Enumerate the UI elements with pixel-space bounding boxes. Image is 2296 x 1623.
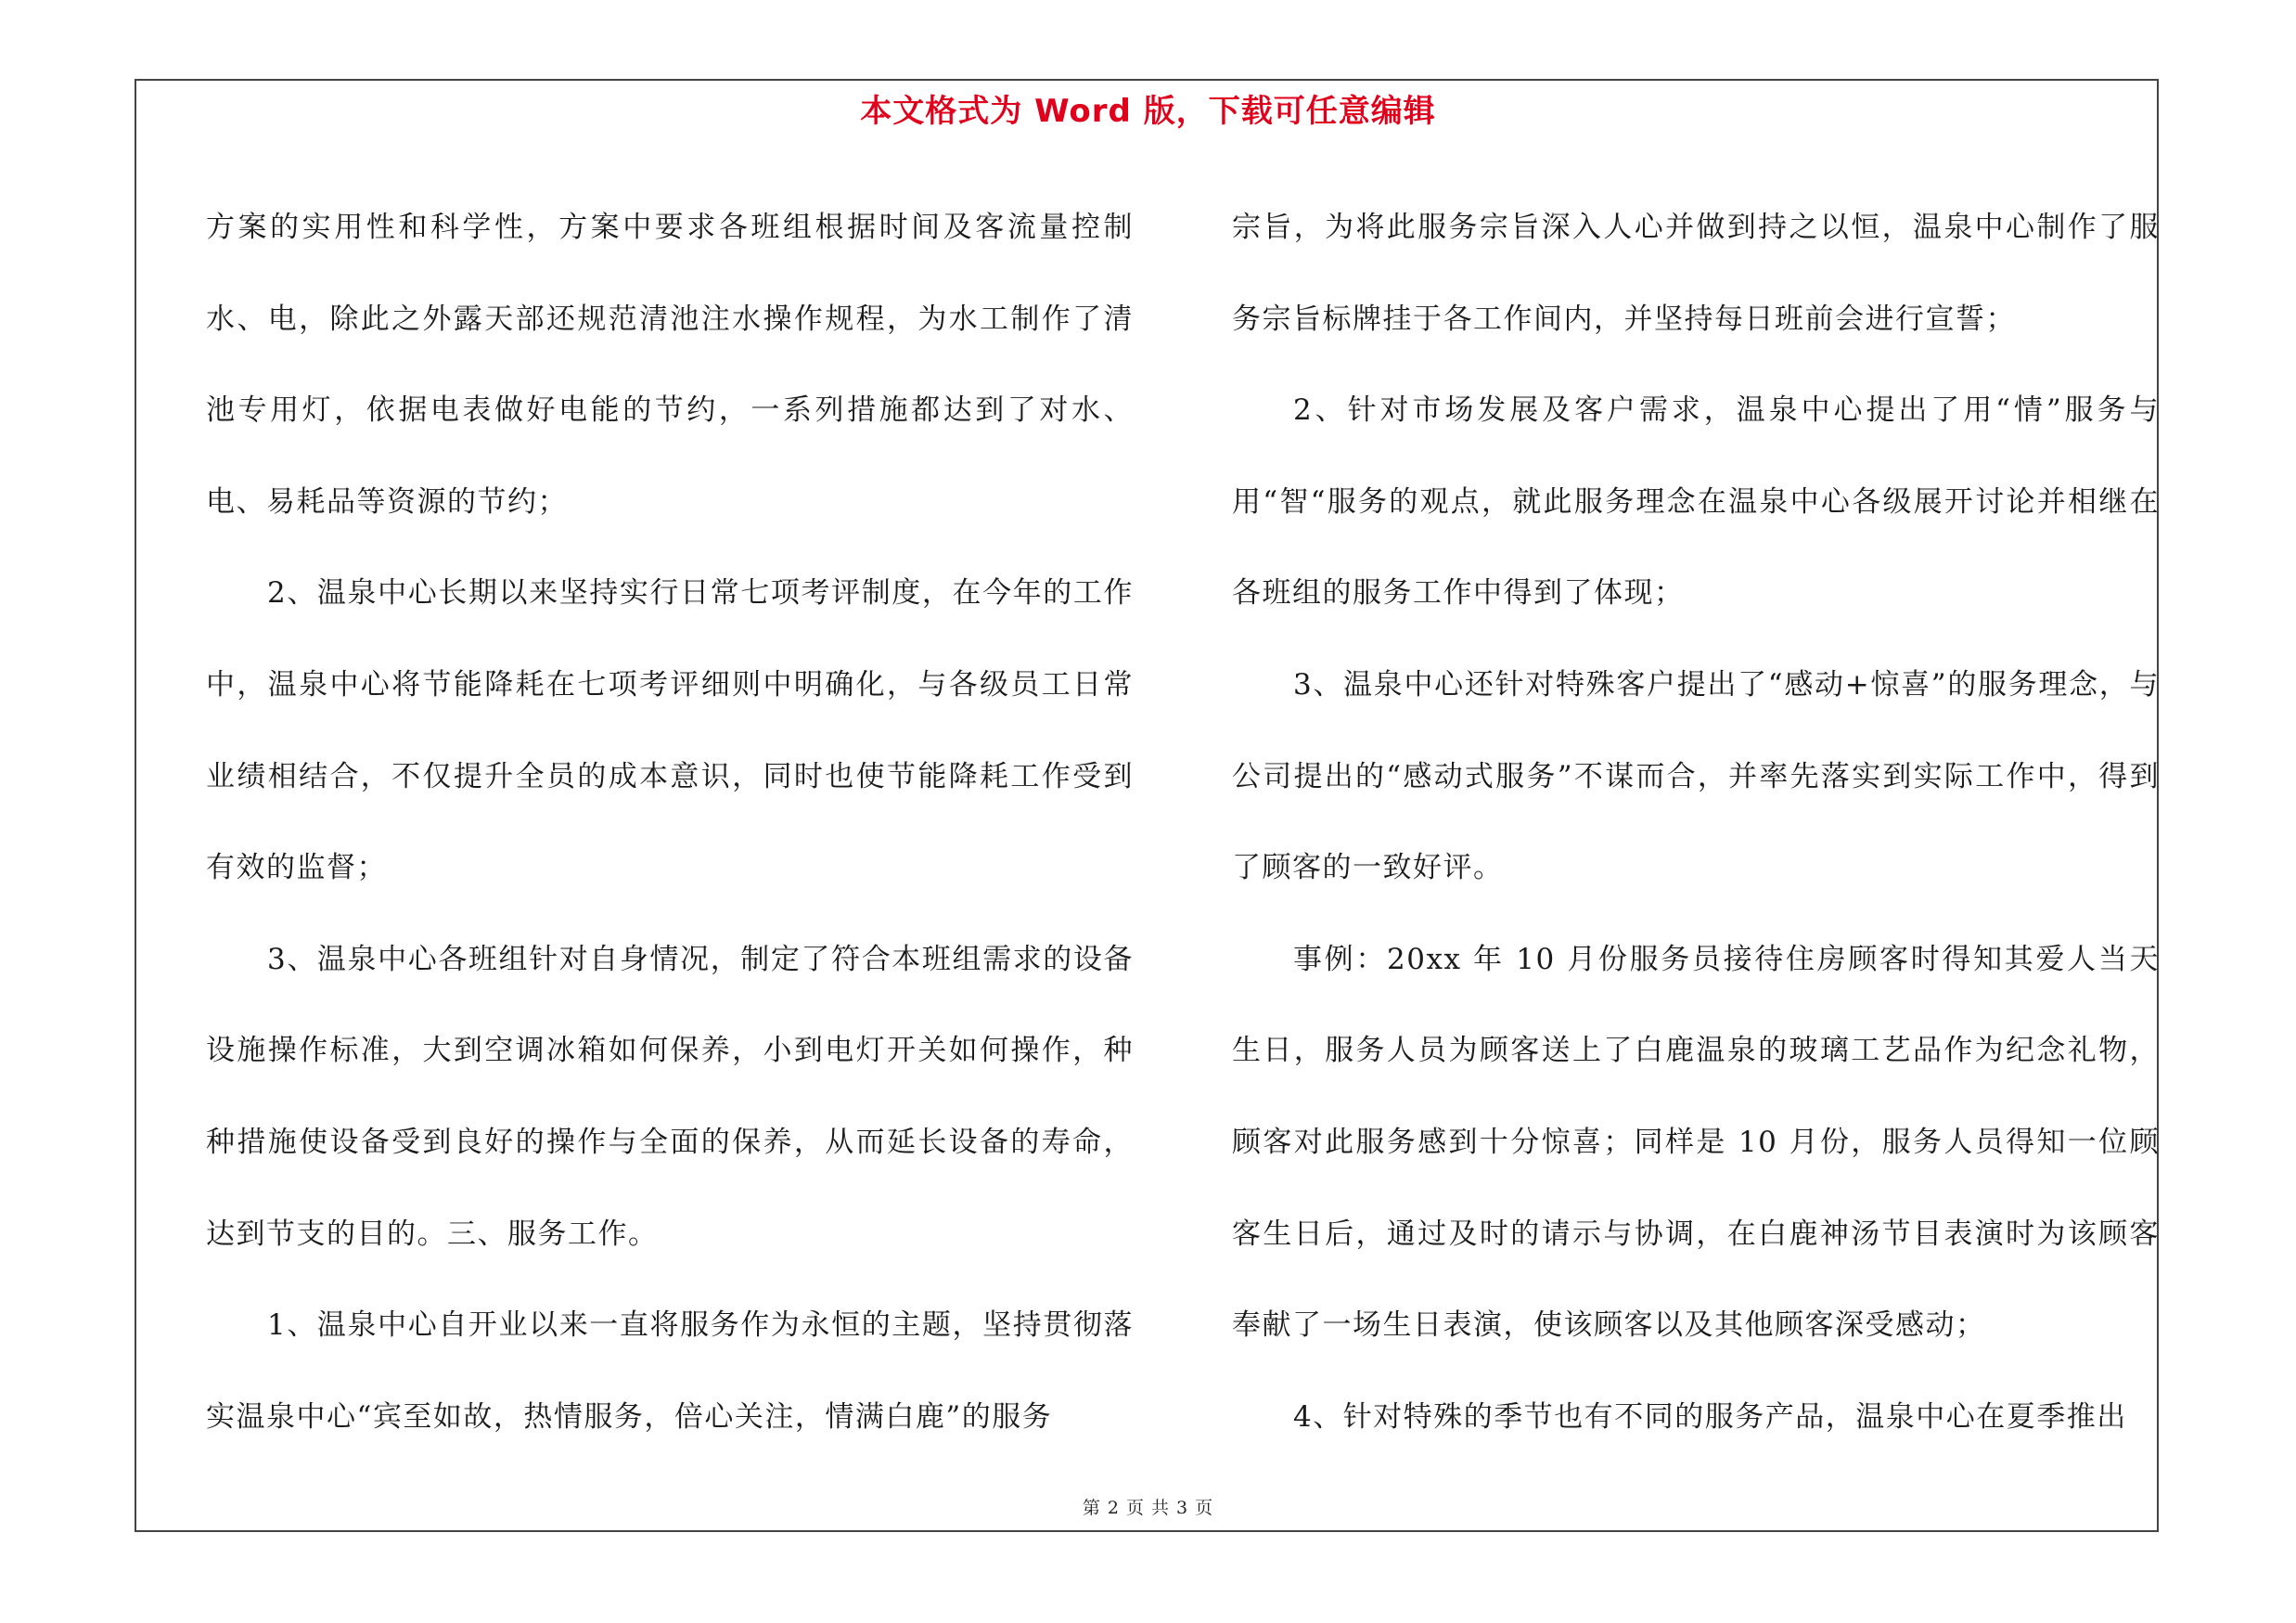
paragraph: 1、温泉中心自开业以来一直将服务作为永恒的主题，坚持贯彻落实温泉中心“宾至如故，热情服务，倍心关注，情满白鹿”的服务 (206, 1308, 1134, 1434)
page-number-footer: 第 2 页 共 3 页 (1082, 1498, 1214, 1518)
paragraph: 方案的实用性和科学性，方案中要求各班组根据时间及客流量控制水、电，除此之外露天部还规范清池注水操作规程，为水工制作了清池专用灯，依据电表做好电能的节约，一系列措施都达到了对水、电、易耗品等资源的节约； (206, 211, 1134, 519)
paragraph: 2、针对市场发展及客户需求，温泉中心提出了用“情”服务与用“智“服务的观点，就此服务理念在温泉中心各级展开讨论并相继在各班组的服务工作中得到了体现； (1232, 393, 2160, 611)
paragraph: 3、温泉中心还针对特殊客户提出了“感动+惊喜”的服务理念，与公司提出的“感动式服务”不谋而合，并率先落实到实际工作中，得到了顾客的一致好评。 (1232, 667, 2160, 885)
format-notice-banner: 本文格式为 Word 版，下载可任意编辑 (860, 93, 1436, 130)
right-text-column (1232, 182, 2160, 1462)
paragraph: 宗旨，为将此服务宗旨深入人心并做到持之以恒，温泉中心制作了服务宗旨标牌挂于各工作间内，并坚持每日班前会进行宣誓； (1232, 211, 2160, 336)
left-text-column (206, 182, 1134, 1462)
paragraph: 4、针对特殊的季节也有不同的服务产品，温泉中心在夏季推出 (1293, 1399, 2127, 1434)
paragraph: 3、温泉中心各班组针对自身情况，制定了符合本班组需求的设备设施操作标准，大到空调冰箱如何保养，小到电灯开关如何操作，种种措施使设备受到良好的操作与全面的保养，从而延长设备的寿命，达到节支的目的。三、服务工作。 (206, 942, 1134, 1251)
paragraph: 事例：20xx 年 10 月份服务员接待住房顾客时得知其爱人当天生日，服务人员为顾客送上了白鹿温泉的玻璃工艺品作为纪念礼物，顾客对此服务感到十分惊喜；同样是 10 月份，服务人员得知一位顾客生日后，通过及时的请示与协调，在白鹿神汤节目表演时为该顾客奉献了一场生日表演，使该顾客以及其他顾客深受感动； (1232, 942, 2160, 1343)
paragraph: 2、温泉中心长期以来坚持实行日常七项考评制度，在今年的工作中，温泉中心将节能降耗在七项考评细则中明确化，与各级员工日常业绩相结合，不仅提升全员的成本意识，同时也使节能降耗工作受到有效的监督； (206, 576, 1134, 885)
